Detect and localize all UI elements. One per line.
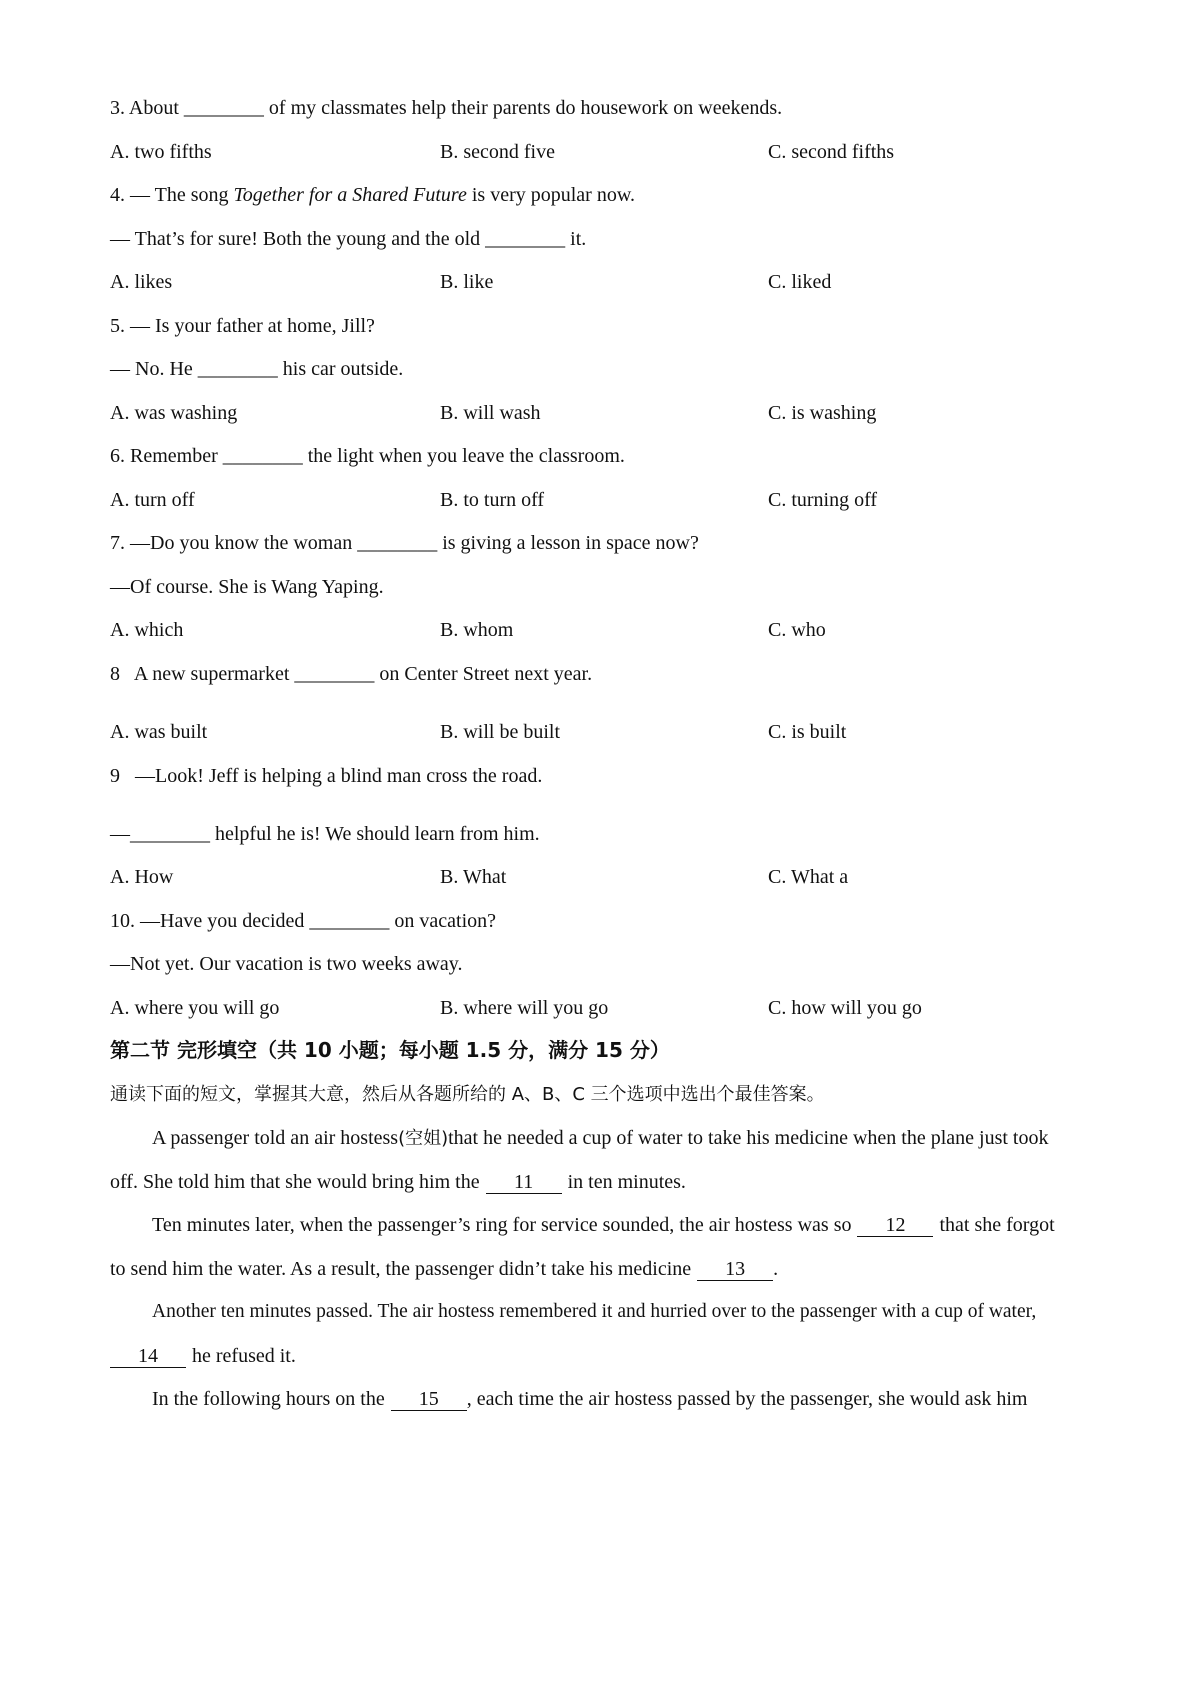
blank-13: 13 <box>697 1258 773 1281</box>
question-5-reply: — No. He ________ his car outside. <box>110 358 404 380</box>
question-10-stem: 10. —Have you decided ________ on vacation? <box>110 910 497 932</box>
passage-paragraph-3-line-1: Another ten minutes passed. The air hostess remembered it and hurried over to the passenger with a cup of water, <box>152 1301 1037 1322</box>
passage-paragraph-3-line-2: 14 he refused it. <box>110 1344 296 1368</box>
blank-15: 15 <box>391 1388 467 1411</box>
question-8-option-c: C. is built <box>768 721 847 743</box>
question-4-reply: — That’s for sure! Both the young and the old ________ it. <box>110 228 587 250</box>
question-5-stem: 5. — Is your father at home, Jill? <box>110 315 375 337</box>
question-9-option-a: A. How <box>110 866 174 888</box>
blank-12: 12 <box>857 1214 933 1237</box>
question-7-option-a: A. which <box>110 619 184 641</box>
question-8-option-b: B. will be built <box>440 721 560 743</box>
passage-paragraph-2-line-1: Ten minutes later, when the passenger’s ring for service sounded, the air hostess was so 12 that she forgot <box>152 1214 1055 1236</box>
question-8-stem: 8 A new supermarket ________ on Center Street next year. <box>110 663 593 685</box>
question-9-reply: —________ helpful he is! We should learn from him. <box>110 823 540 845</box>
question-7-option-b: B. whom <box>440 619 514 641</box>
question-10-option-c: C. how will you go <box>768 997 922 1019</box>
question-10-reply: —Not yet. Our vacation is two weeks away. <box>110 953 463 975</box>
question-5-option-c: C. is washing <box>768 402 877 424</box>
question-6-option-b: B. to turn off <box>440 489 545 511</box>
passage-paragraph-1-line-2: off. She told him that she would bring him the 11 in ten minutes. <box>110 1171 686 1193</box>
question-10-option-a: A. where you will go <box>110 997 280 1019</box>
question-5-option-b: B. will wash <box>440 402 541 424</box>
question-3-option-b: B. second five <box>440 141 555 163</box>
section-title: 第二节 完形填空（共 10 小题；每小题 1.5 分，满分 15 分） <box>110 1038 670 1062</box>
question-5-option-a: A. was washing <box>110 402 238 424</box>
question-4-option-c: C. liked <box>768 271 832 293</box>
question-7-reply: —Of course. She is Wang Yaping. <box>110 576 384 598</box>
question-3-stem: 3. About ________ of my classmates help their parents do housework on weekends. <box>110 97 783 119</box>
blank-11: 11 <box>486 1171 562 1194</box>
passage-paragraph-4-line-1: In the following hours on the 15 , each time the air hostess passed by the passenger, she would ask him <box>152 1388 1028 1410</box>
blank-14: 14 <box>110 1345 186 1368</box>
passage-paragraph-1-line-1: A passenger told an air hostess(空姐)that he needed a cup of water to take his medicine when the plane just took <box>152 1127 1049 1149</box>
question-3-option-a: A. two fifths <box>110 141 212 163</box>
question-4-option-a: A. likes <box>110 271 173 293</box>
question-4-option-b: B. like <box>440 271 494 293</box>
question-6-option-a: A. turn off <box>110 489 195 511</box>
question-7-option-c: C. who <box>768 619 826 641</box>
question-4-stem: 4. — The song Together for a Shared Future is very popular now. <box>110 184 635 206</box>
question-9-stem: 9 —Look! Jeff is helping a blind man cross the road. <box>110 765 543 787</box>
question-9-option-c: C. What a <box>768 866 849 888</box>
section-instruction: 通读下面的短文，掌握其大意，然后从各题所给的 A、B、C 三个选项中选出个最佳答案。 <box>110 1084 825 1105</box>
question-8-option-a: A. was built <box>110 721 208 743</box>
passage-paragraph-2-line-2: to send him the water. As a result, the passenger didn’t take his medicine 13 . <box>110 1258 779 1280</box>
question-6-stem: 6. Remember ________ the light when you leave the classroom. <box>110 445 625 467</box>
question-10-option-b: B. where will you go <box>440 997 609 1019</box>
question-9-option-b: B. What <box>440 866 507 888</box>
question-7-stem: 7. —Do you know the woman ________ is giving a lesson in space now? <box>110 532 699 554</box>
question-3-option-c: C. second fifths <box>768 141 895 163</box>
question-6-option-c: C. turning off <box>768 489 878 511</box>
